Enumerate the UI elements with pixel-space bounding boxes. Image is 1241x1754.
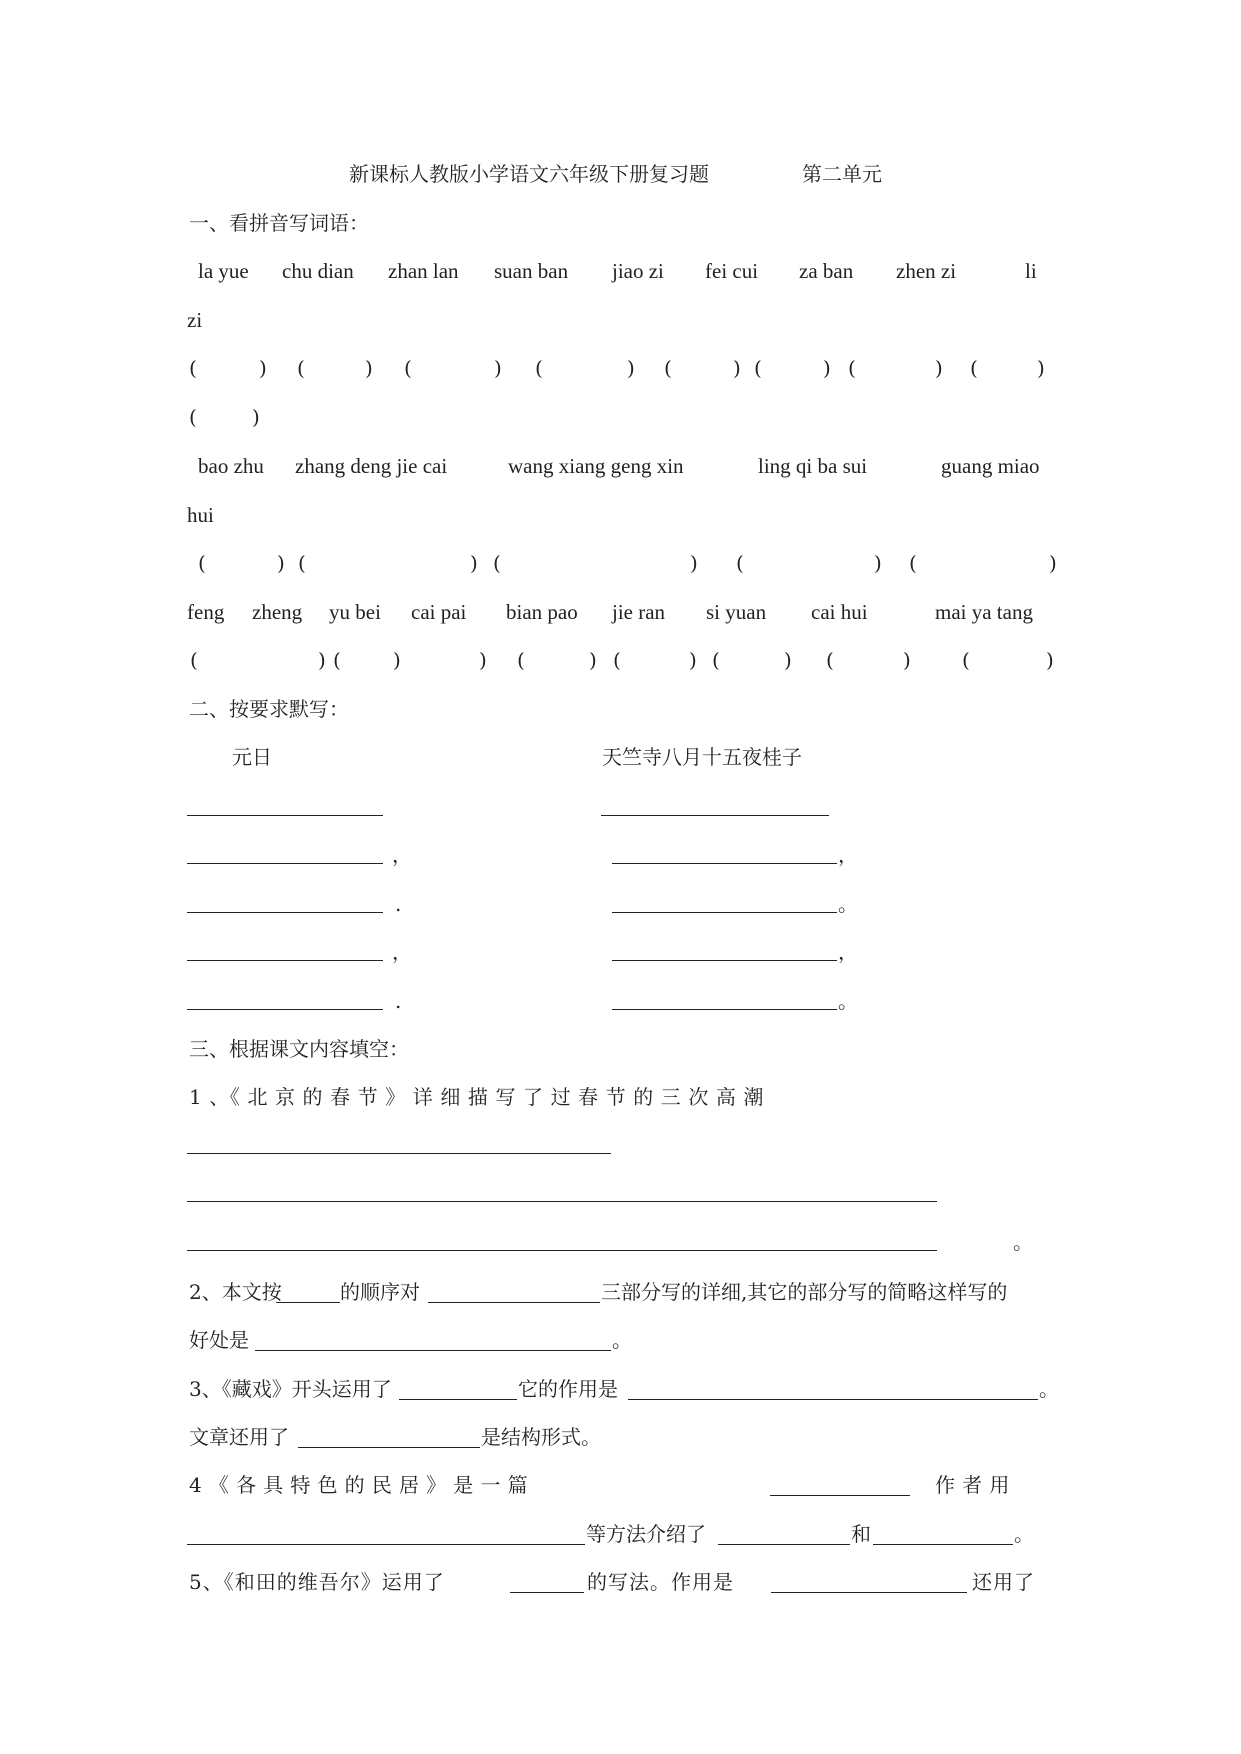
answer-blank[interactable] — [276, 1302, 340, 1303]
answer-line[interactable] — [187, 1201, 937, 1202]
answer-blank[interactable] — [428, 1302, 600, 1303]
paren-left: ( — [297, 356, 305, 380]
paren-left: ( — [970, 356, 978, 380]
paren-left: ( — [962, 648, 970, 672]
punctuation: 。 — [1039, 1377, 1059, 1401]
paren-right: ) — [318, 648, 326, 672]
punctuation: ， — [392, 940, 412, 964]
answer-blank[interactable] — [255, 1350, 611, 1351]
paren-right: ) — [494, 356, 502, 380]
paren-right: ) — [470, 551, 478, 575]
pinyin-word: mai ya tang — [935, 600, 1033, 624]
pinyin-word: zhang deng jie cai — [295, 454, 448, 478]
question-3-text: 文章还用了 — [189, 1425, 289, 1449]
paren-left: ( — [848, 356, 856, 380]
poem-answer-line[interactable] — [601, 815, 829, 816]
pinyin-word: za ban — [799, 259, 854, 283]
question-5-text: 还用了 — [972, 1570, 1035, 1594]
question-4-text: 4 《 各 具 特 色 的 民 居 》 是 一 篇 — [189, 1473, 529, 1497]
question-3-text: 是结构形式。 — [481, 1425, 601, 1449]
paren-left: ( — [754, 356, 762, 380]
unit-label: 第二单元 — [802, 162, 882, 186]
poem-answer-line[interactable] — [187, 863, 383, 864]
poem-answer-line[interactable] — [612, 960, 837, 961]
question-5-text: 的写法。作用是 — [587, 1570, 734, 1594]
pinyin-word: jie ran — [612, 600, 666, 624]
paren-right: ) — [365, 356, 373, 380]
paren-left: ( — [404, 356, 412, 380]
paren-left: ( — [909, 551, 917, 575]
paren-right: ) — [1049, 551, 1057, 575]
paren-left: ( — [826, 648, 834, 672]
question-3-text: 它的作用是 — [518, 1377, 618, 1401]
paren-left: ( — [664, 356, 672, 380]
paren-right: ) — [823, 356, 831, 380]
poem-answer-line[interactable] — [612, 1009, 837, 1010]
poem-title-right: 天竺寺八月十五夜桂子 — [602, 745, 802, 769]
pinyin-word: chu dian — [282, 259, 354, 283]
answer-blank[interactable] — [873, 1544, 1013, 1545]
pinyin-word-wrap: zi — [187, 308, 203, 332]
poem-answer-line[interactable] — [612, 863, 837, 864]
question-2-text: 好处是 — [189, 1328, 249, 1352]
paren-right: ) — [589, 648, 597, 672]
paren-left: ( — [535, 356, 543, 380]
answer-blank[interactable] — [298, 1447, 480, 1448]
pinyin-word: guang miao — [941, 454, 1040, 478]
question-2-text: 的顺序对 — [340, 1280, 420, 1304]
paren-right: ) — [252, 405, 260, 429]
pinyin-word: cai hui — [811, 600, 868, 624]
punctuation: 。 — [612, 1328, 632, 1352]
paren-right: ) — [479, 648, 487, 672]
paren-left: ( — [189, 356, 197, 380]
question-3-text: 3、《藏戏》开头运用了 — [189, 1377, 392, 1401]
paren-right: ) — [689, 648, 697, 672]
punctuation: 。 — [838, 989, 858, 1013]
pinyin-word: cai pai — [411, 600, 467, 624]
question-2-text: 三部分写的详细,其它的部分写的简略这样写的 — [601, 1280, 1008, 1304]
pinyin-word: li — [1025, 259, 1037, 283]
answer-blank[interactable] — [770, 1495, 910, 1496]
paren-right: ) — [733, 356, 741, 380]
poem-title-left: 元日 — [232, 745, 272, 769]
punctuation: 。 — [1013, 1230, 1033, 1254]
punctuation: . — [395, 989, 402, 1013]
paren-right: ) — [784, 648, 792, 672]
paren-left: ( — [736, 551, 744, 575]
question-4-text: 等方法介绍了 — [586, 1522, 706, 1546]
answer-blank[interactable] — [510, 1592, 584, 1593]
question-5-text: 5、《和田的维吾尔》运用了 — [189, 1570, 445, 1594]
paren-left: ( — [613, 648, 621, 672]
punctuation: . — [395, 892, 402, 916]
punctuation: ， — [838, 843, 858, 867]
answer-blank[interactable] — [718, 1544, 850, 1545]
paren-left: ( — [493, 551, 501, 575]
pinyin-word: wang xiang geng xin — [508, 454, 684, 478]
question-2-text: 2、本文按 — [189, 1280, 282, 1304]
pinyin-word: si yuan — [706, 600, 767, 624]
pinyin-word: fei cui — [705, 259, 759, 283]
paren-right: ) — [874, 551, 882, 575]
punctuation: ， — [392, 843, 412, 867]
pinyin-word: ling qi ba sui — [758, 454, 868, 478]
poem-answer-line[interactable] — [187, 960, 383, 961]
paren-left: ( — [333, 648, 341, 672]
section-1-heading: 一、看拼音写词语： — [189, 211, 369, 235]
page-title: 新课标人教版小学语文六年级下册复习题 — [349, 162, 709, 186]
poem-answer-line[interactable] — [187, 815, 383, 816]
paren-left: ( — [190, 648, 198, 672]
pinyin-word: yu bei — [329, 600, 381, 624]
punctuation: 。 — [1014, 1522, 1034, 1546]
paren-right: ) — [393, 648, 401, 672]
paren-right: ) — [259, 356, 267, 380]
paren-right: ) — [903, 648, 911, 672]
answer-blank[interactable] — [399, 1399, 517, 1400]
paren-right: ) — [627, 356, 635, 380]
punctuation: 。 — [838, 892, 858, 916]
pinyin-word: zhan lan — [388, 259, 459, 283]
paren-right: ) — [690, 551, 698, 575]
paren-left: ( — [189, 405, 197, 429]
answer-line[interactable] — [187, 1153, 611, 1154]
answer-blank[interactable] — [628, 1399, 1038, 1400]
question-4-text: 作 者 用 — [935, 1473, 1010, 1497]
paren-left: ( — [298, 551, 306, 575]
punctuation: ， — [838, 940, 858, 964]
pinyin-word: la yue — [198, 259, 249, 283]
paren-right: ) — [935, 356, 943, 380]
poem-answer-line[interactable] — [612, 912, 837, 913]
poem-answer-line[interactable] — [187, 912, 383, 913]
pinyin-word: bao zhu — [198, 454, 264, 478]
answer-line[interactable] — [187, 1250, 937, 1251]
question-1-text: 1 、《 北 京 的 春 节 》 详 细 描 写 了 过 春 节 的 三 次 高 潮 — [189, 1085, 765, 1109]
answer-blank[interactable] — [187, 1544, 585, 1545]
pinyin-word: bian pao — [506, 600, 578, 624]
section-2-heading: 二、按要求默写： — [189, 697, 349, 721]
paren-left: ( — [517, 648, 525, 672]
pinyin-word: zheng — [252, 600, 303, 624]
pinyin-word: zhen zi — [896, 259, 957, 283]
question-4-text: 和 — [851, 1522, 871, 1546]
paren-right: ) — [277, 551, 285, 575]
paren-left: ( — [198, 551, 206, 575]
paren-left: ( — [712, 648, 720, 672]
answer-blank[interactable] — [771, 1592, 967, 1593]
pinyin-word: feng — [187, 600, 225, 624]
pinyin-word: jiao zi — [612, 259, 664, 283]
section-3-heading: 三、根据课文内容填空： — [189, 1037, 409, 1061]
paren-right: ) — [1046, 648, 1054, 672]
paren-right: ) — [1037, 356, 1045, 380]
poem-answer-line[interactable] — [187, 1009, 383, 1010]
pinyin-word-wrap: hui — [187, 503, 214, 527]
pinyin-word: suan ban — [494, 259, 569, 283]
